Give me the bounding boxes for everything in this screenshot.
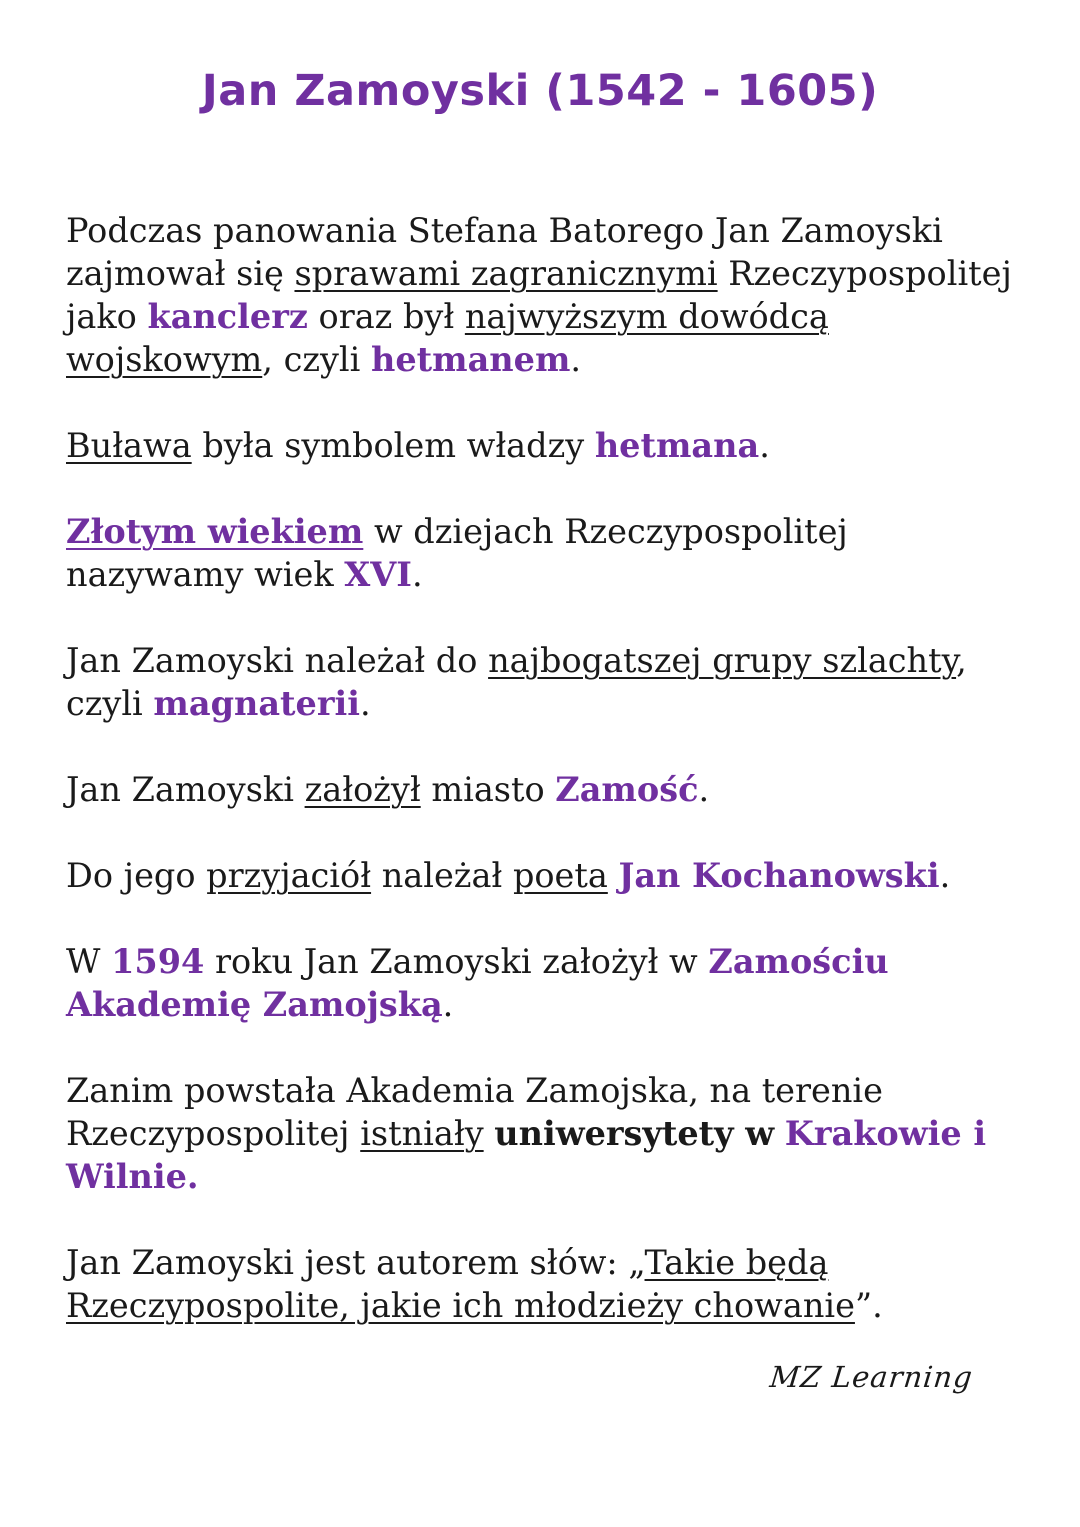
- text: ”.: [854, 1286, 883, 1325]
- paragraph-golden-age: [66, 510, 1026, 596]
- text: Podczas panowania Stefana Batorego Jan Zamoyski zajmował się: [66, 211, 943, 293]
- text: w dziejach Rzeczypospolitej nazywamy wiek: [66, 512, 848, 594]
- paragraph-universities: [66, 1069, 1026, 1198]
- text: Jan Zamoyski należał do: [66, 641, 489, 680]
- key-term: hetmana: [594, 426, 760, 465]
- underlined-phrase: poeta: [512, 856, 608, 895]
- text: oraz był: [307, 297, 465, 336]
- underlined-phrase: Buława: [66, 426, 192, 465]
- key-term: hetmanem: [370, 340, 571, 379]
- key-term: Krakowie i Wilnie.: [66, 1114, 987, 1196]
- text: Do jego: [66, 856, 207, 895]
- text: .: [411, 555, 423, 594]
- text: Jan Zamoyski jest autorem słów: „: [66, 1243, 645, 1282]
- text: [484, 1114, 495, 1153]
- paragraph-magnates: [66, 639, 1026, 725]
- key-term: Zamościu Akademię Zamojską: [66, 942, 889, 1024]
- bold-phrase: uniwersytety w: [494, 1114, 775, 1153]
- text: .: [442, 985, 454, 1024]
- paragraph-mace: [66, 424, 1026, 467]
- paragraph-chancellor: [66, 209, 1026, 381]
- text: , czyli: [262, 340, 371, 379]
- underlined-phrase: najwyższym dowódcą wojskowym: [66, 297, 829, 379]
- text: [774, 1114, 785, 1153]
- underlined-phrase: założył: [304, 770, 421, 809]
- key-term: kanclerz: [147, 297, 308, 336]
- notes-content: [66, 209, 1026, 1370]
- text: miasto: [420, 770, 556, 809]
- author-signature: MZ Learning: [768, 1360, 975, 1394]
- key-term-underlined: Złotym wiekiem: [66, 512, 364, 551]
- text: , czyli: [66, 641, 967, 723]
- paragraph-quote: [66, 1241, 1026, 1327]
- underlined-phrase: przyjaciół: [206, 856, 372, 895]
- key-term: 1594: [111, 942, 205, 981]
- text: .: [759, 426, 770, 465]
- text: W: [66, 942, 112, 981]
- text: [608, 856, 619, 895]
- key-term: magnaterii: [153, 684, 360, 723]
- page-title: Jan Zamoyski (1542 - 1605): [201, 66, 879, 116]
- text: Rzeczypospolitej jako: [66, 254, 1012, 336]
- underlined-phrase: istniały: [360, 1114, 484, 1153]
- key-term: Zamość: [555, 770, 699, 809]
- paragraph-academy: [66, 940, 1026, 1026]
- text: Zanim powstała Akademia Zamojska, na terenie Rzeczypospolitej: [66, 1071, 883, 1153]
- paragraph-zamosc: [66, 768, 1026, 811]
- text: .: [359, 684, 371, 723]
- text: .: [698, 770, 710, 809]
- paragraph-kochanowski: [66, 854, 1026, 897]
- text: należał: [371, 856, 513, 895]
- quote-text: Takie będą Rzeczypospolite, jakie ich młodzieży chowanie: [66, 1243, 855, 1325]
- key-term: Jan Kochanowski: [618, 856, 940, 895]
- text: .: [939, 856, 951, 895]
- text: Jan Zamoyski: [66, 770, 305, 809]
- text: roku Jan Zamoyski założył w: [204, 942, 709, 981]
- text: była symbolem władzy: [191, 426, 595, 465]
- underlined-phrase: najbogatszej grupy szlachty: [488, 641, 957, 680]
- text: .: [570, 340, 582, 379]
- underlined-phrase: sprawami zagranicznymi: [294, 254, 718, 293]
- key-term: XVI: [344, 555, 412, 594]
